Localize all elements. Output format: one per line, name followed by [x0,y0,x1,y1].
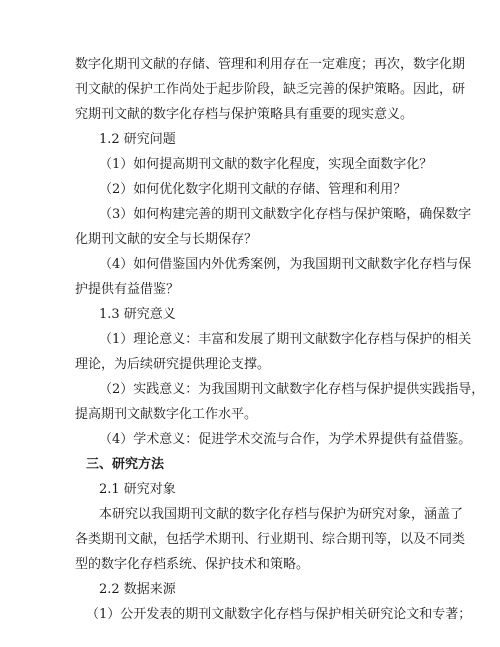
text-line: （4）如何借鉴国内外优秀案例，为我国期刊文献数字化存档与保 [99,257,472,272]
text-line: 型的数字化存档系统、保护技术和策略。 [75,557,310,572]
text-line: 提高期刊文献数字化工作水平。 [75,407,258,422]
text-line: （1）理论意义：丰富和发展了期刊文献数字化存档与保护的相关 [99,332,472,347]
text-line: （1）如何提高期刊文献的数字化程度，实现全面数字化？ [99,157,433,172]
chapter-heading: 三、研究方法 [86,457,165,472]
section-heading: 2.2 数据来源 [99,582,176,597]
section-heading: 1.2 研究问题 [99,132,176,147]
text-line: （4）学术意义：促进学术交流与合作，为学术界提供有益借鉴。 [99,432,472,447]
text-line: 本研究以我国期刊文献的数字化存档与保护为研究对象，涵盖了 [99,507,464,522]
text-line: 究期刊文献的数字化存档与保护策略具有重要的现实意义。 [75,107,414,122]
text-line: 各类期刊文献，包括学术期刊、行业期刊、综合期刊等，以及不同类 [75,532,466,547]
text-line: 化期刊文献的安全与长期保存？ [75,232,258,247]
text-line: 刊文献的保护工作尚处于起步阶段，缺乏完善的保护策略。因此，研 [75,82,466,97]
section-heading: 1.3 研究意义 [99,307,176,322]
section-heading: 2.1 研究对象 [99,482,176,497]
text-line: 护提供有益借鉴？ [75,282,180,297]
text-line: 数字化期刊文献的存储、管理和利用存在一定难度；再次，数字化期 [75,57,466,72]
text-line: （1）公开发表的期刊文献数字化存档与保护相关研究论文和专著； [86,607,472,622]
text-line: （3）如何构建完善的期刊文献数字化存档与保护策略，确保数字 [99,207,472,222]
text-line: （2）实践意义：为我国期刊文献数字化存档与保护提供实践指导， [99,382,485,397]
text-line: 理论，为后续研究提供理论支撑。 [75,357,271,372]
text-line: （2）如何优化数字化期刊文献的存储、管理和利用？ [99,182,407,197]
